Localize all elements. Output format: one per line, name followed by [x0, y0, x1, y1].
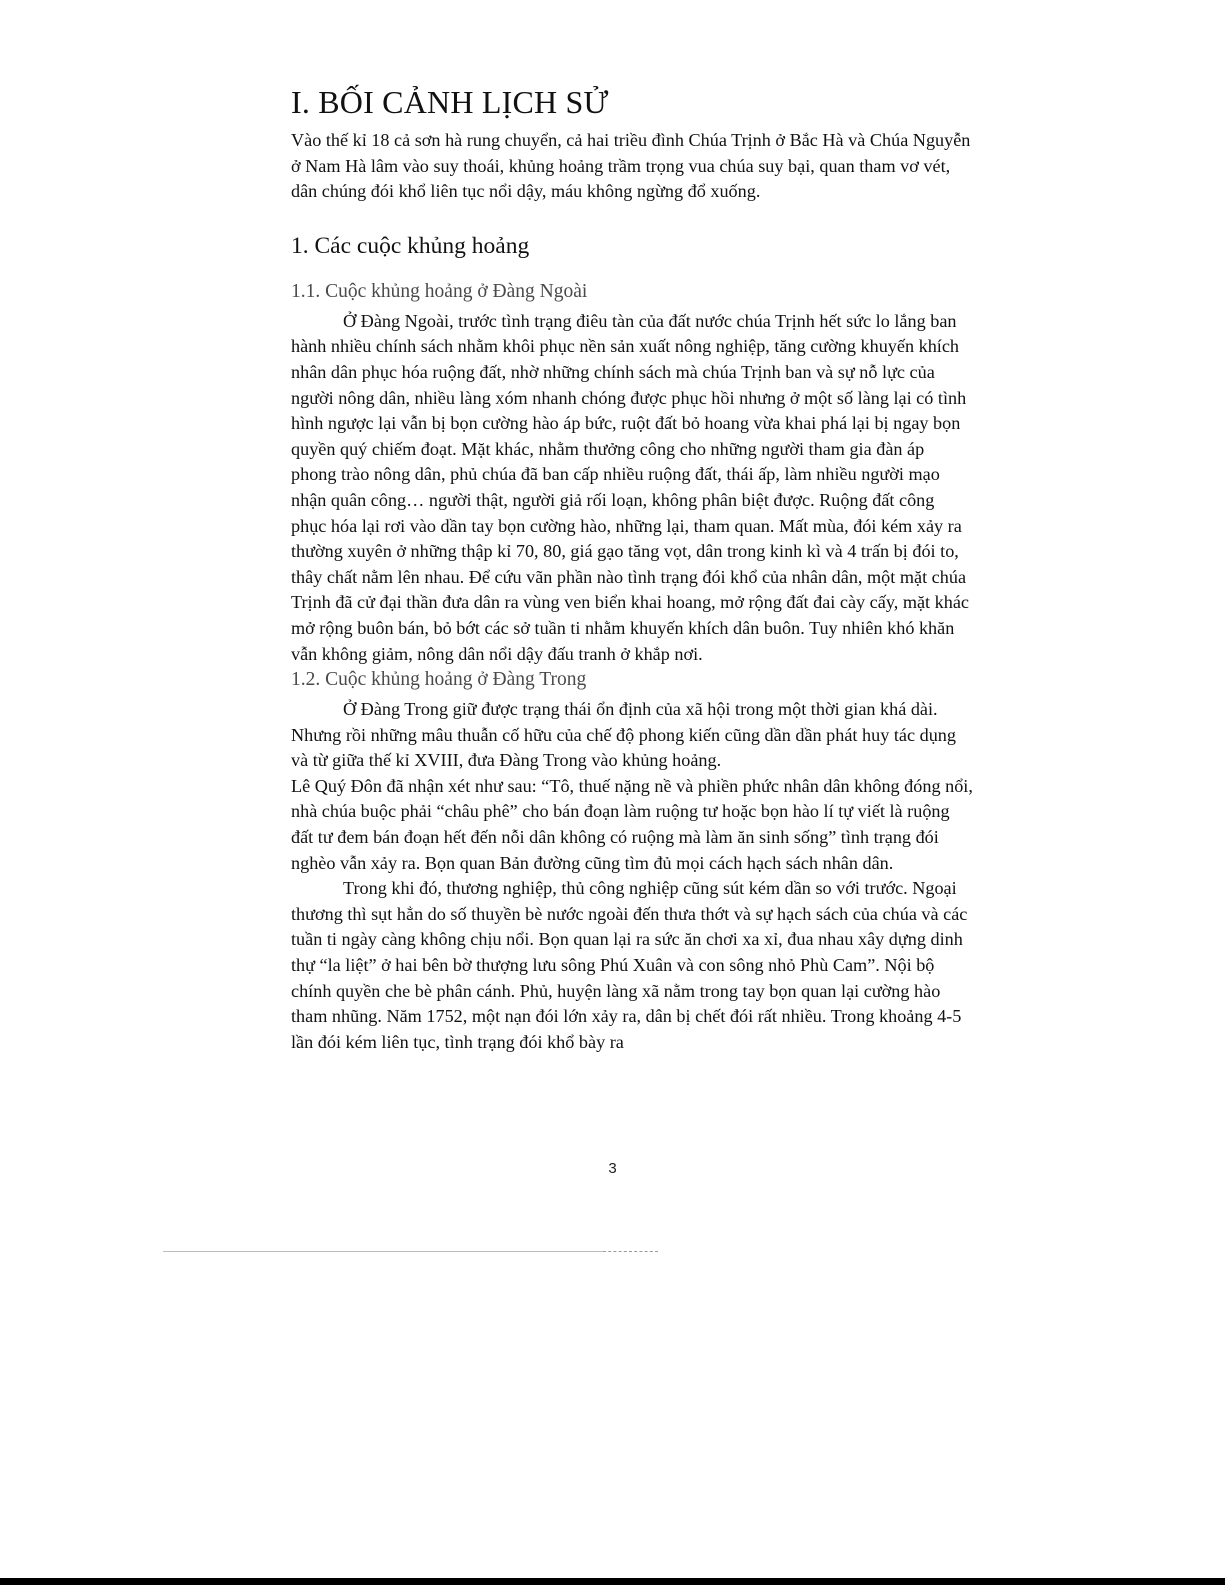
dang-ngoai-paragraph: Ở Đàng Ngoài, trước tình trạng điêu tàn của đất nước chúa Trịnh hết sức lo lắng ban hành nhiều chính sách nhằm khôi phục nền sản xuất nông nghiệp, tăng cường khuyến khích nhân dân phục hóa ruộng đất, nhờ những chính sách mà chúa Trịnh ban và sự nỗ lực của người nông dân, nhiều làng xóm nhanh chóng được phục hồi nhưng ở một số làng lại có tình hình ngược lại vẫn bị bọn cường hào áp bức, ruột đất bỏ hoang vừa khai phá lại bị ngay bọn quyền quý chiếm đoạt. Mặt khác, nhằm thưởng công cho những người tham gia đàn áp phong trào nông dân, phủ chúa đã ban cấp nhiều ruộng đất, thái ấp, làm nhiều người mạo nhận quân công… người thật, người giả rối loạn, không phân biệt được. Ruộng đất công phục hóa lại rơi vào dần tay bọn cường hào, những lại, tham quan. Mất mùa, đói kém xảy ra thường xuyên ở những thập kỉ 70, 80, giá gạo tăng vọt, dân trong kinh kì và 4 trấn bị đói to, thây chất nằm lên nhau. Để cứu vãn phần nào tình trạng đói khổ của nhân dân, một mặt chúa Trịnh đã cử đại thần đưa dân ra vùng ven biển khai hoang, mở rộng đất đai cày cấy, mặt khác mở rộng buôn bán, bỏ bớt các sở tuần ti nhằm khuyến khích dân buôn. Tuy nhiên khó khăn vẫn không giảm, nông dân nổi dậy đấu tranh ở khắp nơi. [291, 310, 969, 664]
page-number: 3 [608, 1160, 617, 1177]
section-heading-crises: 1. Các cuộc khủng hoảng [291, 232, 530, 259]
dang-trong-paragraph-3: Trong khi đó, thương nghiệp, thủ công nghiệp cũng sút kém dần so với trước. Ngoại thương thì sụt hẳn do số thuyền bè nước ngoài đến thưa thớt và sự hạch sách của chúa và các tuần ti ngày càng không chịu nổi. Bọn quan lại ra sức ăn chơi xa xỉ, đua nhau xây dựng dinh thự “la liệt” ở hai bên bờ thượng lưu sông Phú Xuân và con sông nhỏ Phù Cam”. Nội bộ chính quyền che bè phân cánh. Phủ, huyện làng xã nằm trong tay bọn quan lại cường hào tham nhũng. Năm 1752, một nạn đói lớn xảy ra, dân bị chết đói rất nhiều. Trong khoảng 4-5 lần đói kém liên tục, tình trạng đói khổ bày ra [291, 878, 968, 1052]
subsection-heading-dang-ngoai: 1.1. Cuộc khủng hoảng ở Đàng Ngoài [291, 280, 588, 302]
intro-paragraph: Vào thế kỉ 18 cả sơn hà rung chuyển, cả hai triều đình Chúa Trịnh ở Bắc Hà và Chúa Nguyễn ở Nam Hà lâm vào suy thoái, khủng hoảng trầm trọng vua chúa suy bại, quan tham vơ vét, dân chúng đói khổ liên tục nổi dậy, máu không ngừng đổ xuống. [291, 130, 971, 202]
document-title: I. BỐI CẢNH LỊCH SỬ [291, 84, 609, 120]
page-divider-line [163, 1251, 603, 1252]
dang-trong-paragraph-1: Ở Đàng Trong giữ được trạng thái ổn định của xã hội trong một thời gian khá dài. Nhưng rồi những mâu thuẫn cố hữu của chế độ phong kiến cũng dần dần phát huy tác dụng và từ giữa thế kỉ XVIII, đưa Đàng Trong vào khủng hoảng. [291, 699, 956, 771]
subsection-heading-dang-trong: 1.2. Cuộc khủng hoảng ở Đàng Trong [291, 669, 587, 691]
document-page [291, 82, 973, 1055]
dang-trong-paragraph-2: Lê Quý Đôn đã nhận xét như sau: “Tô, thuế nặng nề và phiền phức nhân dân không đóng nổi, nhà chúa buộc phải “châu phê” cho bán đoạn làm ruộng tư hoặc bọn hào lí tự viết là ruộng đất tư đem bán đoạn hết đến nỗi dân không có ruộng mà làm ăn sinh sống” tình trạng đói nghèo vẫn xảy ra. Bọn quan Bản đường cũng tìm đủ mọi cách hạch sách nhân dân. [291, 775, 973, 873]
page-divider-dashed-line [603, 1251, 658, 1252]
bottom-edge-bar [0, 1578, 1225, 1585]
